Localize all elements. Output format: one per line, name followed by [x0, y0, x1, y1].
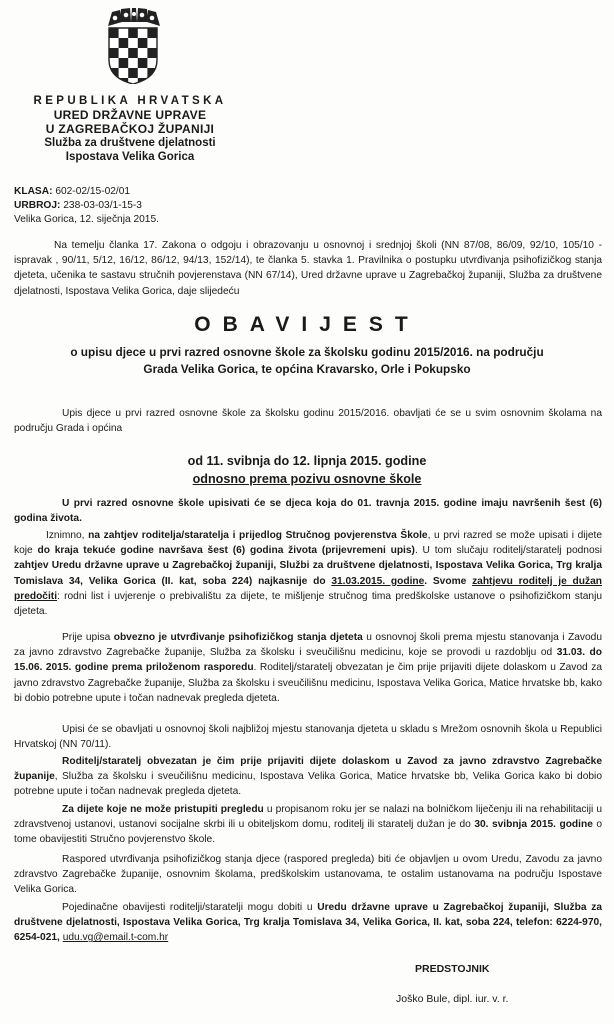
klasa-label: KLASA:	[14, 186, 53, 197]
text-run: . Roditelj/staratelj obvezatan je čim prije prijaviti dijete dolaskom u Zavod za javno zdravstvo Zagrebačke županije, Služba za školsku i sveučilišnu medicinu, Ispostava Velika Gorica, Matice hrvatske bb, kako bi dobio potrebne upute i točan nadnevak pregleda djeteta.	[14, 662, 603, 704]
office-name-line2: U ZAGREBAČKOJ ŽUPANIJI	[45, 122, 215, 136]
email-link[interactable]: udu.vg@email.t-com.hr	[62, 932, 169, 944]
text-run: obvezno je utvrđivanje psihofizičkog stanja djeteta	[113, 632, 363, 643]
text-run: : rodni list i uvjerenje o prebivalištu za dijete, te mišljenje stručnog tima predškolske ustanove o psihofizičkom stanju djeteta.	[14, 590, 602, 618]
signature-name: Joško Bule, dipl. iur. v. r.	[396, 993, 509, 1005]
age-paragraph	[14, 496, 602, 526]
place-date: Velika Gorica, 12. siječnja 2015.	[14, 214, 159, 225]
klasa-line	[14, 185, 159, 199]
text-run: Roditelj/staratelj obvezatan je čim prije prijaviti dijete dolaskom u Zavod za javno zdravstvo Zagrebačke županije	[14, 756, 602, 783]
urbroj-line	[14, 199, 159, 213]
text-run: Prije upisa	[62, 632, 114, 643]
text-run: zahtjevu roditelj je dužan predočiti	[14, 575, 602, 602]
age-text: U prvi razred osnovne škole upisivati će se djeca koja do 01. travnja 2015. godine imaju navršenih šest (6) godina života.	[14, 498, 602, 525]
subtitle-line1: o upisu djece u prvi razred osnovne škole za školsku godinu 2015/2016. na području	[70, 345, 544, 359]
document-subtitle	[20, 344, 594, 378]
branch-name: Ispostava Velika Gorica	[65, 151, 195, 163]
enrollment-paragraph: Upis djece u prvi razred osnovne škole za školsku godinu 2015/2016. obavljati će se u svim osnovnim školama na području Grada i općina	[14, 408, 602, 435]
schedule-paragraph: Raspored utvrđivanja psihofizičkog stanja djece (raspored pregleda) biti će objavljen u ovom Uredu, Zavodu za javno zdravstvo Zagrebačke županije, osnovnim školama, predškolskim ustanovama, te ostalim ustanovama na području Ispostave Velika Gorica.	[14, 854, 602, 896]
text-run: . Svome	[424, 575, 473, 587]
text-run: 30. svibnja 2015. godine	[474, 819, 593, 831]
contact-paragraph	[14, 900, 602, 946]
early-enrollment-paragraph	[14, 528, 602, 619]
republic-name: REPUBLIKA HRVATSKA	[33, 95, 227, 107]
dates-line: od 11. svibnja do 12. lipnja 2015. godine	[187, 454, 427, 468]
deadline-date: 31.03.2015. godine	[331, 575, 425, 587]
text-run: 31.03. do 15.06. 2015. godine prema priloženom rasporedu	[14, 647, 602, 674]
urbroj-label: URBROJ:	[14, 200, 61, 211]
croatian-coat-of-arms-icon	[106, 8, 160, 84]
text-run: o tome obavijestiti Stručno povjerenstvo škole.	[14, 819, 603, 846]
intro-paragraph: Na temelju članka 17. Zakona o odgoju i obrazovanju u osnovnoj i srednjoj školi (NN 87/08, 86/09, 92/10, 105/10 - ispravak , 90/11, 5/12, 16/12, 86/12, 94/13, 152/14), te članka 5. stavka 1. Pravilnika o postupku utvrđivanja psihofizičkog stanja djeteta, učenika te sastavu stručnih povjerenstava (NN 67/14), Ured državne uprave u Zagrebačkoj županiji, Služba za društvene djelatnosti, Ispostava Velika Gorica, daje slijedeću	[14, 240, 602, 297]
dates-subline: odnosno prema pozivu osnovne škole	[192, 472, 422, 486]
text-run: . U tom slučaju roditelj/staratelj podnosi	[414, 545, 602, 557]
office-header	[10, 94, 250, 164]
text-run: do kraja tekuće godine navršava šest (6) godina života (prijevremeni upis)	[37, 545, 415, 557]
text-run: Iznimno,	[46, 530, 89, 541]
subtitle-line2: Grada Velika Gorica, te općina Kravarsko, Orle i Pokupsko	[143, 362, 471, 376]
school-network-paragraph: Upisi će se obavljati u osnovnoj školi najbližoj mjestu stanovanja djeteta u skladu s Mrežom osnovnih škola u Republici Hrvatskoj (NN 70/11).	[14, 724, 602, 751]
text-run: u propisanom roku jer se nalazi na bolničkom liječenju ili na rehabilitaciji u zdravstvenoj ustanovi, ustanovi socijalne skrbi ili u obiteljskom domu, roditelj ili staratelj dužan je do	[14, 804, 603, 831]
text-run: Pojedinačne obavijesti roditelji/staratelji mogu dobiti u	[62, 902, 318, 913]
absent-child-paragraph	[14, 802, 602, 848]
text-run: u osnovnoj školi prema mjestu stanovanja i Zavodu za javno zdravstvo Zagrebačke županije, Služba za školsku i sveučilišnu medicinu, koje se provodi u razdoblju od	[14, 632, 602, 659]
enrollment-dates	[0, 452, 614, 488]
urbroj-value: 238-03-03/1-15-3	[60, 200, 142, 211]
psychophysical-paragraph	[14, 630, 602, 706]
text-run: , Služba za školsku i sveučilišnu medicinu, Ispostava Velika Gorica, Matice hrvatske bb, Velika Gorica kako bi dobio potrebne upute i točan nadnevak pregleda djeteta.	[14, 771, 602, 798]
office-name-line1: URED DRŽAVNE UPRAVE	[53, 108, 207, 122]
document-title: OBAVIJEST	[194, 313, 420, 336]
service-name: Služba za društvene djelatnosti	[44, 137, 216, 149]
text-run: zahtjev Uredu državne uprave u Zagrebačkoj županiji, Službi za društvene djelatnosti, Ispostava Velika Gorica, Trg kralja Tomislava 34, Velika Gorica (II. kat, soba 224) najkasnije do	[14, 560, 602, 587]
signature-title: PREDSTOJNIK	[415, 963, 490, 975]
parent-obligation-paragraph	[14, 754, 602, 800]
text-run: Za dijete koje ne može pristupiti pregledu	[62, 804, 264, 815]
document-meta	[14, 185, 159, 227]
text-run: na zahtjev roditelja/staratelja i prijedlog Stručnog povjerenstva Škole	[88, 530, 428, 541]
text-run: Uredu državne uprave u Zagrebačkoj županiji, Služba za društvene djelatnosti, Ispostava Velika Gorica, Trg kralja Tomislava 34, Velika Gorica, II. kat, soba 224, telefon: 6224-970, 6254-021,	[14, 902, 602, 944]
text-run: , u prvi razred se može upisati i dijete koje	[14, 530, 602, 557]
klasa-value: 602-02/15-02/01	[52, 186, 131, 197]
